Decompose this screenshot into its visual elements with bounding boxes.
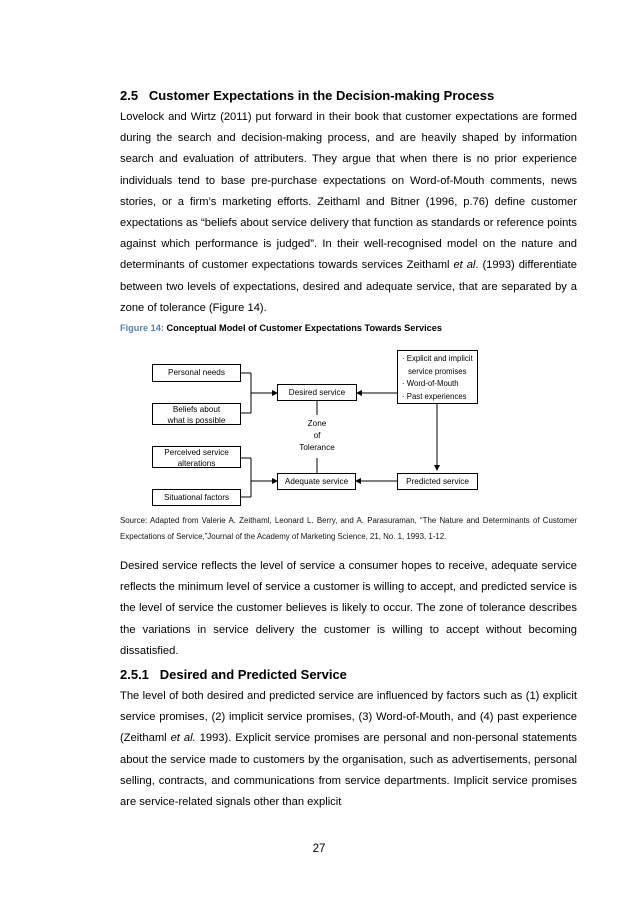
figure-title: Conceptual Model of Customer Expectations Towards Services (166, 323, 442, 333)
figure-source: Source: Adapted from Valerie A. Zeithaml, Leonard L. Berry, and A. Parasuraman, “The Nature and Determinants of Customer Expectations of Service,”Journal of the Academy of Marketing Science, 21, No. 1, 1993, 1-12. (120, 516, 577, 541)
desired-label: Desired service (288, 388, 346, 397)
expectation-sources-box (397, 350, 478, 404)
beliefs-label-2: what is possible (167, 416, 226, 425)
p3-etal: et al. (170, 732, 196, 745)
adequate-label: Adequate service (284, 477, 349, 486)
page-number: 27 (312, 843, 326, 855)
p3-text-b: 1993). Explicit service promises are personal and non-personal statements about the service made to customers by the organisation, such as advertisements, personal selling, contracts, and communications from service departments. Implicit service promises are service-related signals other than explicit (120, 732, 577, 809)
situational-factors-box (152, 489, 241, 506)
desired-service-box (277, 384, 357, 401)
intro-etal: et al (453, 259, 476, 272)
source-item: · Past experiences (402, 391, 467, 401)
intro-text-a: Lovelock and Wirtz (2011) put forward in their book that customer expectations are formed during the search and decision-making process, and are heavily shaped by information search and evaluation of attributers. They argue that when there is no prior experience individuals tend to base pre-purchase expectations on Word-of-Mouth comments, news stories, or a firm’s marketing efforts. Zeithaml and Bitner (1996, p.76) define customer expectations as “beliefs about service delivery that function as standards or reference points against which performance is judged”. In their well-recognised model on the nature and determinants of customer expectations towards services Zeithaml (120, 111, 577, 272)
source-item: · Word-of-Mouth (402, 379, 459, 388)
zone-label-1: Zone (307, 419, 327, 428)
situational-label: Situational factors (163, 493, 230, 502)
beliefs-box (152, 403, 241, 425)
predicted-label: Predicted service (406, 477, 469, 486)
beliefs-label-1: Beliefs about (172, 405, 221, 414)
source-item: · Explicit and implicit (402, 354, 473, 363)
predicted-service-box (397, 473, 478, 490)
perceived-label-1: Perceived service (164, 448, 229, 457)
subsection-heading (120, 667, 347, 682)
paragraph-influences (120, 686, 577, 813)
zone-label-3: Tolerance (299, 443, 335, 452)
paragraph-desired-service: Desired service reflects the level of service a consumer hopes to receive, adequate service reflects the minimum level of service a customer is willing to accept, and predicted service is the level of service the customer believes is likely to occur. The zone of tolerance describes the variations in service delivery the customer is willing to accept without becoming dissatisfied. (120, 560, 577, 657)
figure-label: Figure 14: (120, 323, 164, 333)
zone-label-2: of (313, 431, 321, 440)
subsection-number: 2.5.1 (120, 667, 149, 682)
perceived-label-2: alterations (177, 459, 216, 468)
personal-needs-label: Personal needs (168, 368, 225, 377)
adequate-service-box (277, 473, 356, 490)
source-item: service promises (408, 366, 467, 376)
p3-text-a: The level of both desired and predicted service are influenced by factors such as (1) explicit service promises, (2) implicit service promises, (3) Word-of-Mouth, and (4) past experience (Zeithaml (120, 690, 577, 745)
perceived-service-box (152, 446, 241, 468)
section-title: Customer Expectations in the Decision-making Process (148, 88, 495, 103)
section-number: 2.5 (120, 88, 139, 103)
subsection-title: Desired and Predicted Service (159, 667, 347, 682)
intro-text-b: . (1993) differentiate between two levels of expectations, desired and adequate service, that are separated by a zone of tolerance (Figure 14). (120, 259, 577, 314)
personal-needs-box (152, 364, 241, 382)
zone-of-tolerance (289, 415, 345, 458)
